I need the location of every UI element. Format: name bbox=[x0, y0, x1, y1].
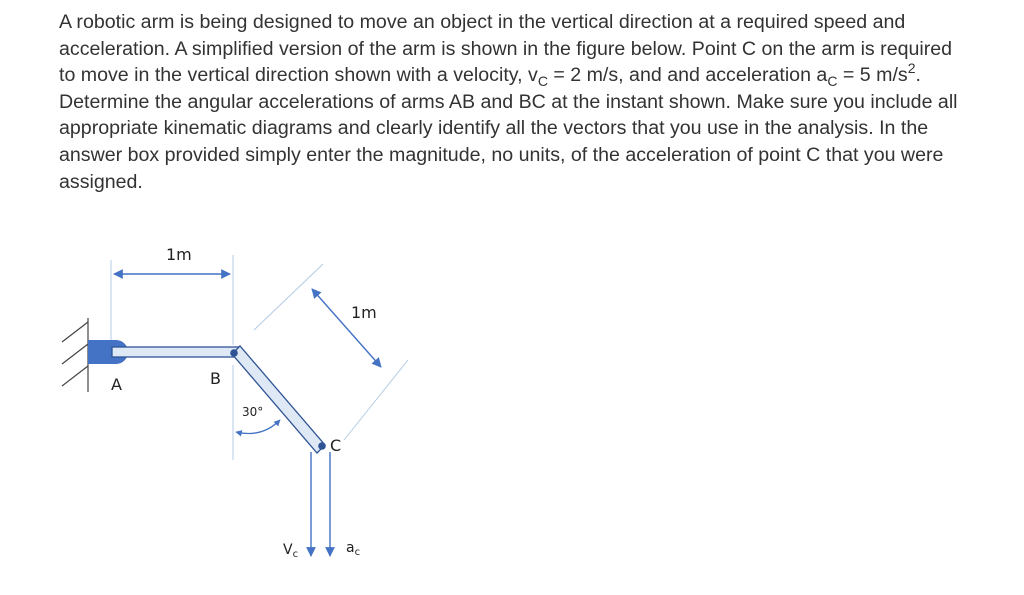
arm-bc bbox=[232, 346, 325, 453]
acceleration-value: = 5 m/s bbox=[837, 64, 908, 87]
dim-label-bc: 1m bbox=[351, 303, 377, 322]
vc-label bbox=[283, 542, 298, 560]
ac-superscript: 2 bbox=[907, 60, 916, 77]
label-a: A bbox=[111, 375, 122, 394]
ac-subscript: C bbox=[827, 73, 838, 90]
label-c: C bbox=[330, 436, 342, 455]
velocity-value: = 2 m/s, and and acceleration a bbox=[547, 64, 828, 87]
ac-label-sub: c bbox=[354, 547, 361, 558]
ac-label-main: a bbox=[346, 540, 355, 556]
wall-hatching bbox=[62, 318, 88, 392]
dim-label-ab: 1m bbox=[166, 245, 192, 264]
arm-ab bbox=[112, 347, 240, 357]
dim-arrow-bc bbox=[312, 289, 381, 367]
angle-arc bbox=[236, 420, 280, 434]
vc-label-main: V bbox=[283, 542, 293, 558]
pin-c bbox=[318, 442, 326, 450]
problem-text-intro: A robotic arm is being designed to move an object in the vertical direction at a required speed and acceleration. A simplified version of the arm is shown in the figure below. Point C on the arm is required to move in the vertical direction shown with a velocity, v bbox=[59, 11, 953, 87]
problem-text-rest: . Determine the angular accelerations of arms AB and BC at the instant shown. Make sure you include all appropriate kinematic diagrams and clearly identify all the vectors that you use in the analysis. In the answer box provided simply enter the magnitude, no units, of the acceleration of point C that you were assigned. bbox=[59, 64, 958, 193]
ac-label bbox=[346, 540, 360, 558]
vc-label-sub: c bbox=[292, 549, 299, 560]
label-b: B bbox=[210, 369, 221, 388]
vc-subscript: C bbox=[537, 73, 548, 90]
angle-label: 30° bbox=[242, 405, 264, 419]
pin-b bbox=[230, 349, 238, 357]
